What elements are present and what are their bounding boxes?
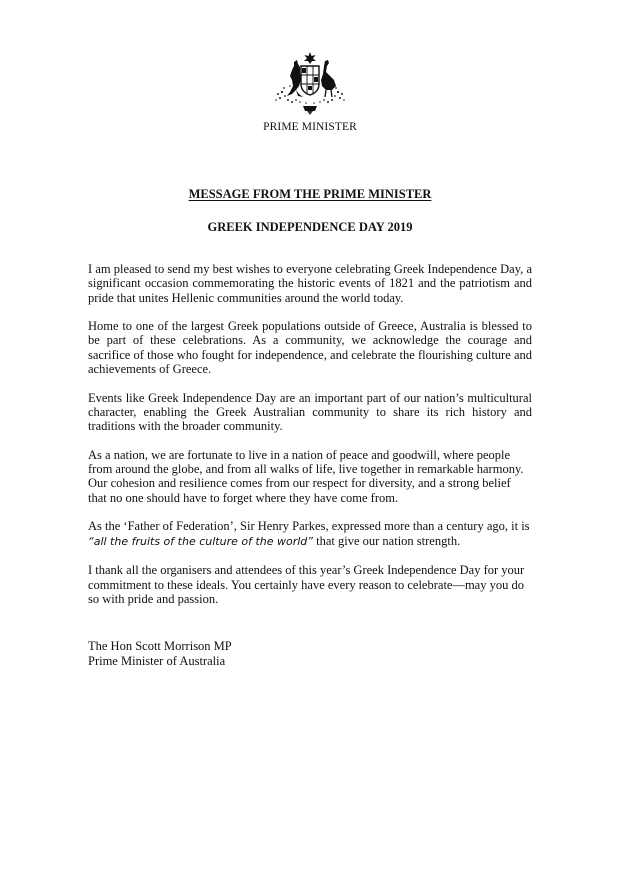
parkes-lead: As the ‘Father of Federation’, Sir Henry Parkes, expressed more than a century ago, it is (88, 519, 530, 534)
paragraph: I am pleased to send my best wishes to everyone celebrating Greek Independence Day, a significant occasion commemorating the historic events of 1821 and the patriotism and pride that unites Hellenic communities around the world today. (88, 262, 532, 305)
paragraph: As a nation, we are fortunate to live in a nation of peace and goodwill, where people from around the globe, and from all walks of life, live together in remarkable harmony. Our cohesion and resilience comes from our respect for diversity, and a strong belief that no one should have to forget where they have come from. (88, 447, 524, 505)
coat-of-arms-of-australia-icon (270, 50, 350, 116)
parkes-tail: that give our nation strength. (313, 533, 461, 548)
closing-paragraph: I thank all the organisers and attendees of this year’s Greek Independence Day for your commitment to these ideals. You certainly have every reason to celebrate—may you do so with pride and passion. (88, 563, 525, 606)
message-title: MESSAGE FROM THE PRIME MINISTER (188, 187, 432, 201)
paragraph: Home to one of the largest Greek populations outside of Greece, Australia is blessed to be part of these celebrations. As a community, we acknowledge the courage and sacrifice of those who fought for independence, and celebrate the flourishing culture and achievements of Greece. (88, 319, 532, 377)
signature-block (88, 639, 232, 669)
signatory-title: Prime Minister of Australia (88, 654, 226, 668)
signatory-name: The Hon Scott Morrison MP (88, 639, 232, 653)
message-body (88, 262, 532, 620)
office-title: PRIME MINISTER (263, 121, 357, 133)
message-subtitle: GREEK INDEPENDENCE DAY 2019 (207, 220, 413, 234)
parkes-quote: “all the fruits of the culture of the world” (88, 534, 313, 548)
parkes-paragraph (88, 519, 532, 549)
paragraph: Events like Greek Independence Day are an important part of our nation’s multicultural character, enabling the Greek Australian community to share its rich history and traditions with the broader community. (88, 390, 532, 434)
